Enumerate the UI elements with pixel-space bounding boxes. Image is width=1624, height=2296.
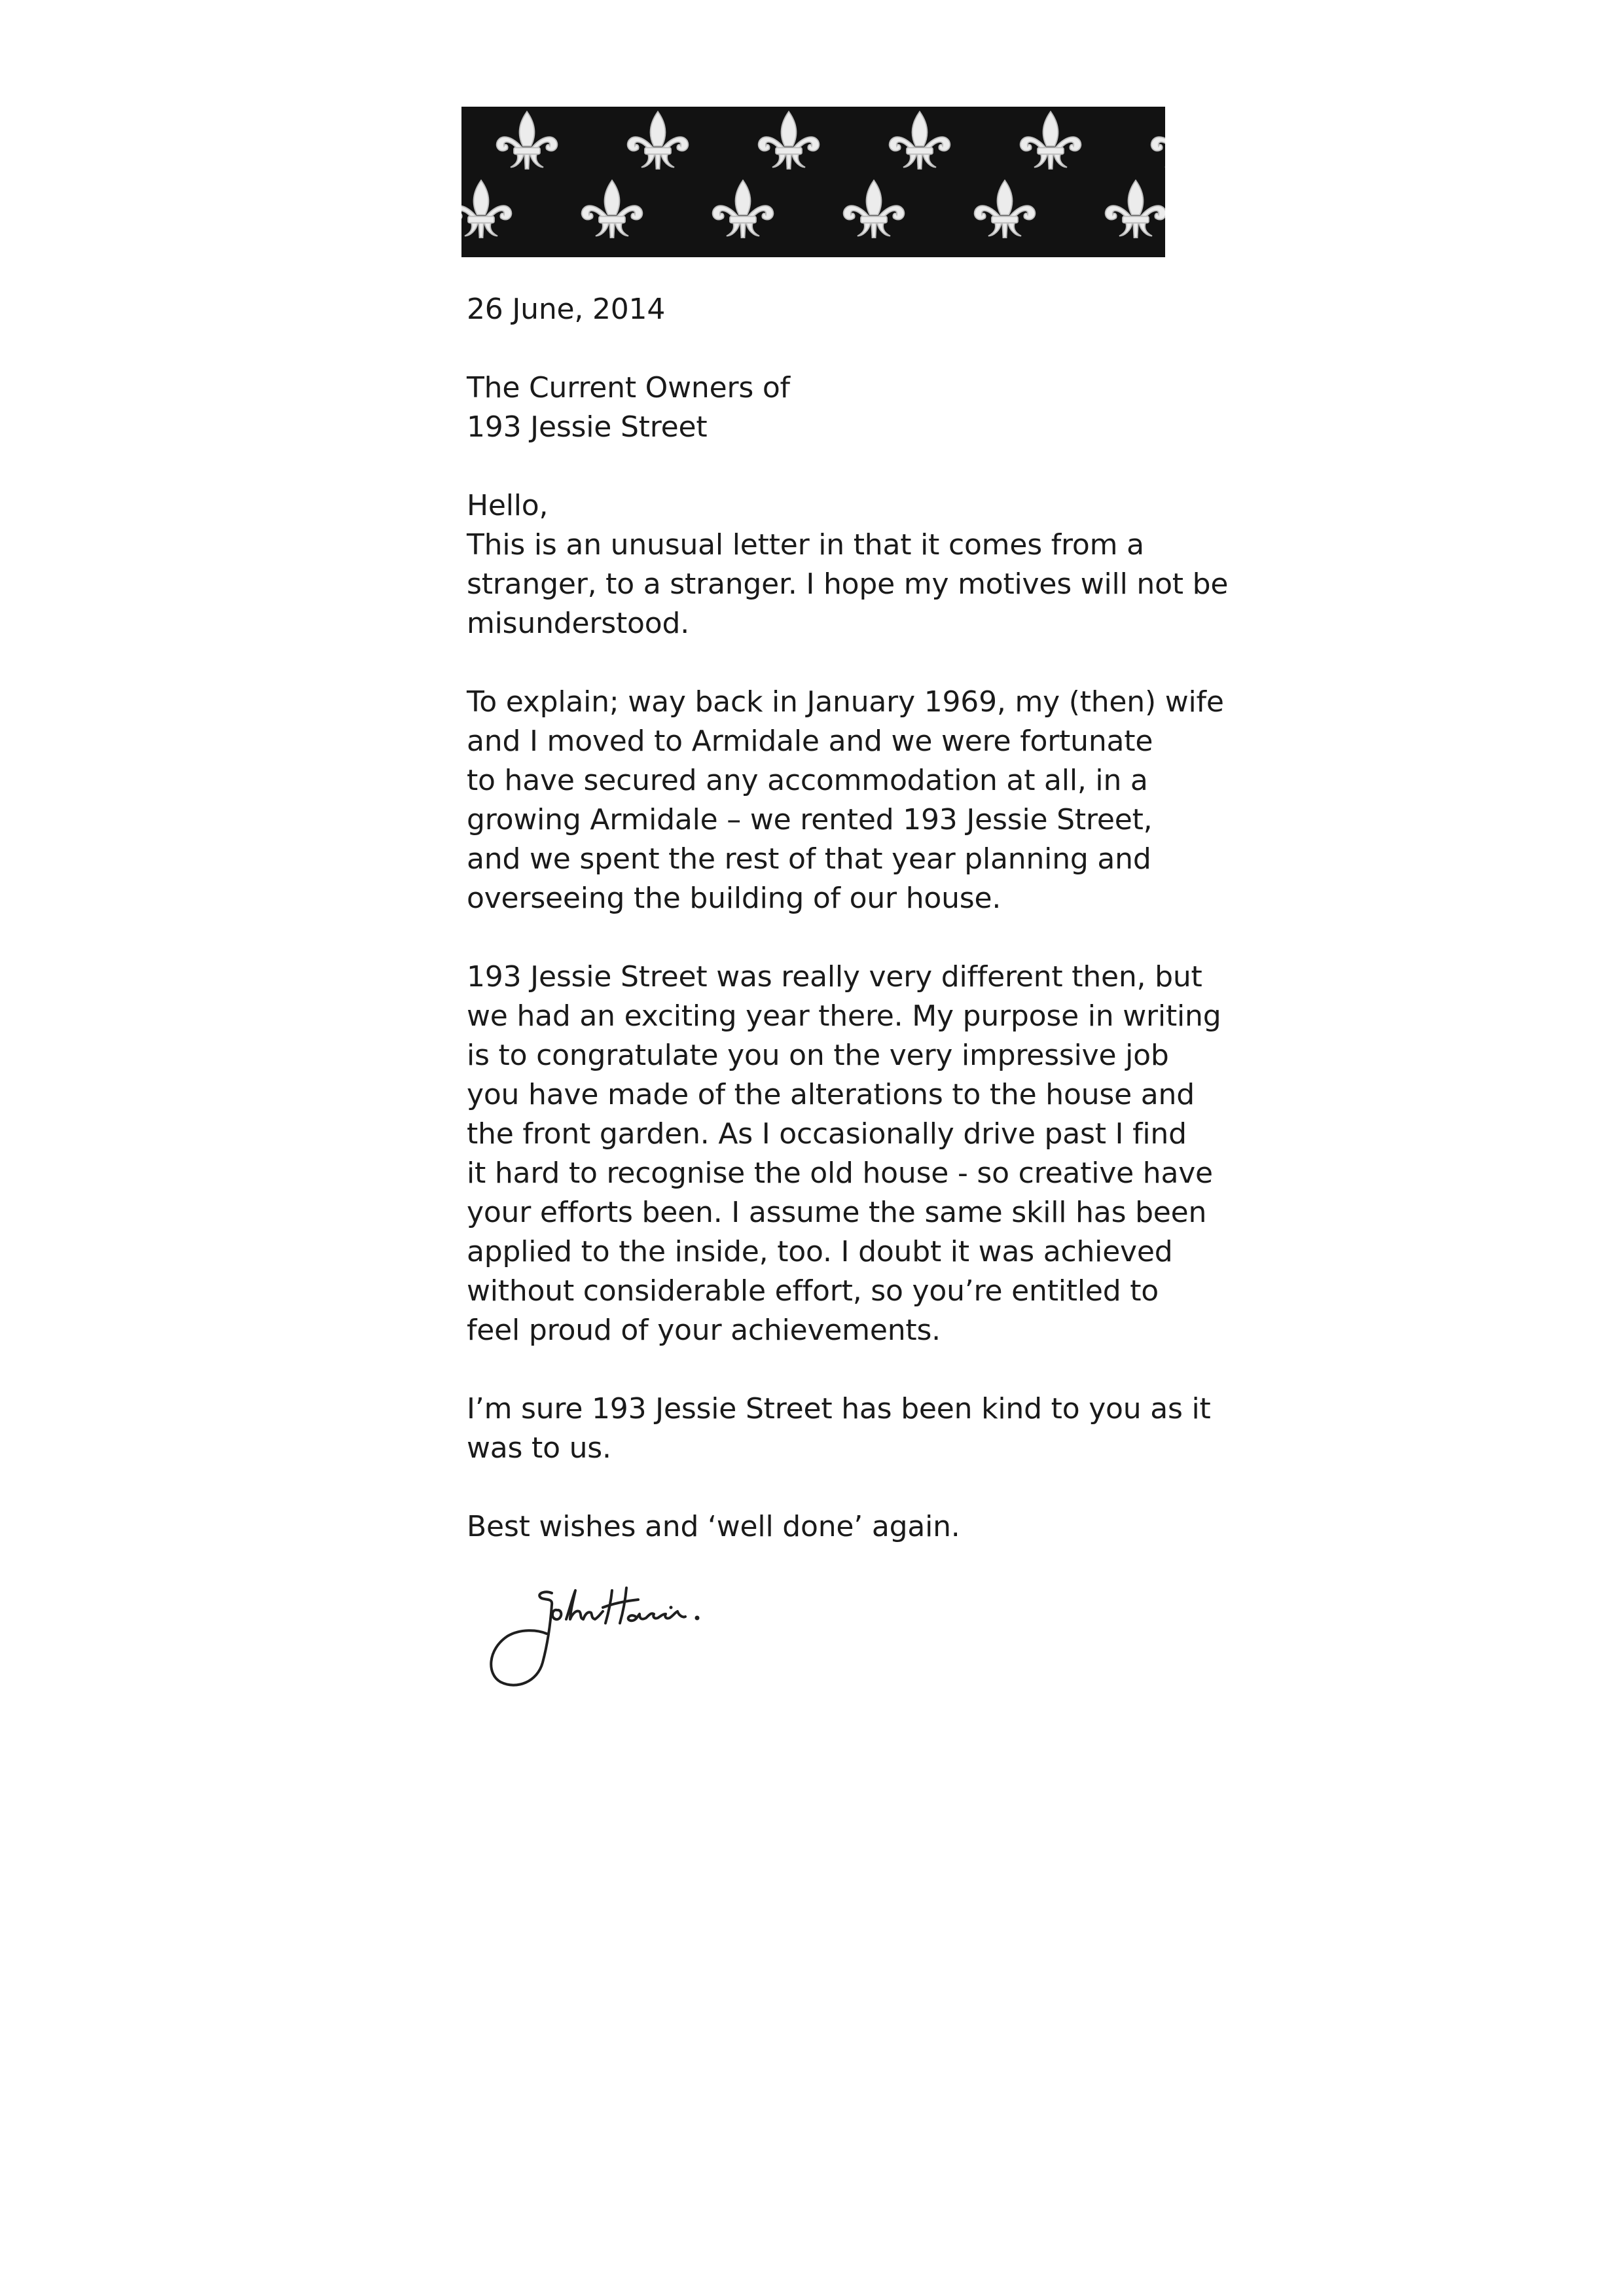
paragraph-intro [467, 526, 1229, 643]
text-line: 193 Jessie Street was really very different then, but [467, 960, 1202, 994]
fleur-de-lis-icon [890, 112, 950, 170]
fleur-de-lis-icon [759, 112, 820, 170]
text-line: This is an unusual letter in that it comes from a [467, 528, 1144, 562]
fleur-de-lis-icon [713, 181, 774, 238]
fleur-de-lis-icon [582, 181, 643, 238]
fleur-de-lis-banner [461, 107, 1165, 257]
fleur-de-lis-icon [461, 181, 511, 238]
text-line: and I moved to Armidale and we were fortunate [467, 725, 1153, 758]
text-line: I’m sure 193 Jessie Street has been kind to you as it [467, 1392, 1211, 1426]
text-line: growing Armidale – we rented 193 Jessie Street, [467, 803, 1153, 836]
letter-body [467, 290, 1229, 1547]
text-line: feel proud of your achievements. [467, 1314, 941, 1347]
text-line: we had an exciting year there. My purpose in writing [467, 999, 1221, 1033]
text-line: is to congratulate you on the very impressive job [467, 1039, 1169, 1072]
text-line: To explain; way back in January 1969, my (then) wife [467, 685, 1224, 719]
fleur-de-lis-pattern [461, 107, 1165, 257]
handwritten-signature [475, 1571, 749, 1695]
fleur-de-lis-icon [1106, 181, 1165, 238]
text-line: to have secured any accommodation at all, in a [467, 764, 1148, 797]
closing-line: Best wishes and ‘well done’ again. [467, 1510, 960, 1543]
fleur-de-lis-icon [628, 112, 689, 170]
text-line: misunderstood. [467, 607, 690, 640]
paragraph-explanation [467, 683, 1224, 918]
text-line: it hard to recognise the old house - so creative have [467, 1157, 1213, 1190]
text-line: was to us. [467, 1431, 611, 1465]
fleur-de-lis-icon [1020, 112, 1081, 170]
text-line: overseeing the building of our house. [467, 882, 1001, 915]
recipient-line: The Current Owners of [467, 371, 790, 404]
fleur-de-lis-icon [844, 181, 905, 238]
letter-date: 26 June, 2014 [467, 293, 666, 326]
fleur-de-lis-icon [975, 181, 1036, 238]
fleur-de-lis-icon [1151, 112, 1165, 170]
text-line: you have made of the alterations to the house and [467, 1078, 1195, 1111]
recipient-line: 193 Jessie Street [467, 410, 708, 444]
paragraph-congratulations [467, 958, 1221, 1350]
text-line: without considerable effort, so you’re entitled to [467, 1274, 1159, 1308]
greeting: Hello, [467, 489, 549, 522]
recipient-address [467, 368, 1200, 447]
text-line: applied to the inside, too. I doubt it was achieved [467, 1235, 1173, 1268]
fleur-de-lis-icon [497, 112, 558, 170]
text-line: the front garden. As I occasionally drive past I find [467, 1117, 1187, 1151]
paragraph-well-wishes [467, 1390, 1211, 1468]
text-line: your efforts been. I assume the same skill has been [467, 1196, 1207, 1229]
text-line: stranger, to a stranger. I hope my motives will not be [467, 567, 1229, 601]
text-line: and we spent the rest of that year planning and [467, 842, 1151, 876]
